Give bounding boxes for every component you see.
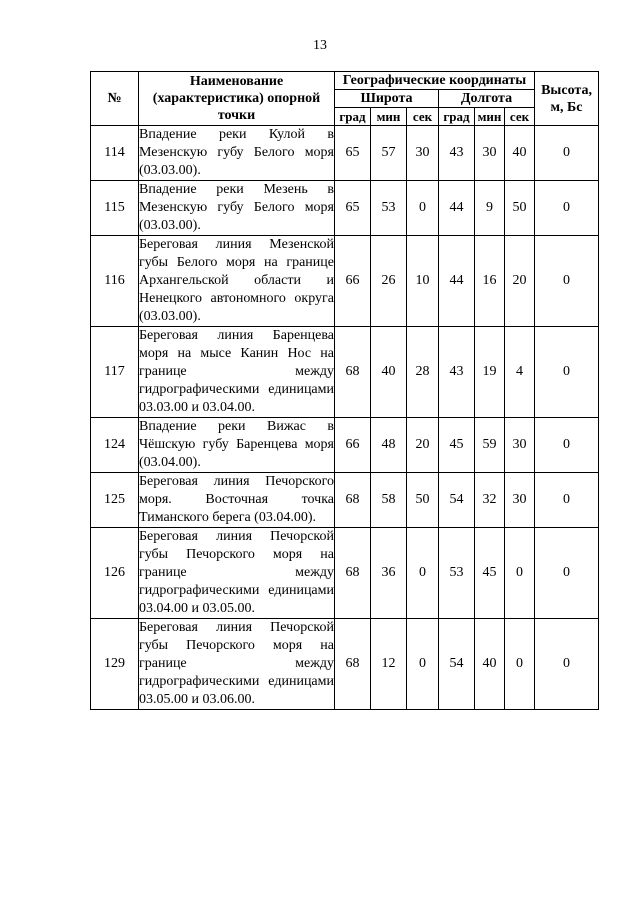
lat-deg: 65 xyxy=(335,126,371,181)
table-row xyxy=(91,126,599,181)
lon-sec: 30 xyxy=(505,418,535,473)
table-row xyxy=(91,619,599,710)
header-lat-sec: сек xyxy=(407,108,439,126)
table-row xyxy=(91,236,599,327)
header-name: Наименование (характеристика) опорной точки xyxy=(139,72,335,126)
lon-min: 45 xyxy=(475,528,505,619)
lon-sec: 30 xyxy=(505,473,535,528)
lat-deg: 65 xyxy=(335,181,371,236)
row-name: Береговая линия Печорского моря. Восточная точка Тиманского берега (03.04.00). xyxy=(139,473,335,528)
table-row xyxy=(91,418,599,473)
header-lon-deg: град xyxy=(439,108,475,126)
lat-min: 48 xyxy=(371,418,407,473)
lon-min: 40 xyxy=(475,619,505,710)
lon-min: 16 xyxy=(475,236,505,327)
table-row xyxy=(91,181,599,236)
lon-min: 30 xyxy=(475,126,505,181)
lat-deg: 68 xyxy=(335,473,371,528)
row-name: Впадение реки Вижас в Чёшскую губу Баренцева моря (03.04.00). xyxy=(139,418,335,473)
lon-deg: 54 xyxy=(439,473,475,528)
lat-min: 26 xyxy=(371,236,407,327)
header-latitude: Широта xyxy=(335,90,439,108)
row-name: Береговая линия Баренцева моря на мысе Канин Нос на границе между гидрографическими единицами 03.03.00 и 03.04.00. xyxy=(139,327,335,418)
lat-min: 53 xyxy=(371,181,407,236)
header-lat-deg: град xyxy=(335,108,371,126)
page-number: 13 xyxy=(313,38,327,53)
lat-min: 12 xyxy=(371,619,407,710)
lat-min: 57 xyxy=(371,126,407,181)
height: 0 xyxy=(535,126,599,181)
lon-sec: 50 xyxy=(505,181,535,236)
row-number: 126 xyxy=(91,528,139,619)
lon-deg: 54 xyxy=(439,619,475,710)
lat-sec: 0 xyxy=(407,619,439,710)
lat-sec: 20 xyxy=(407,418,439,473)
lon-deg: 43 xyxy=(439,126,475,181)
lon-deg: 45 xyxy=(439,418,475,473)
lon-sec: 4 xyxy=(505,327,535,418)
row-number: 129 xyxy=(91,619,139,710)
lat-deg: 68 xyxy=(335,327,371,418)
header-lat-min: мин xyxy=(371,108,407,126)
lon-deg: 53 xyxy=(439,528,475,619)
height: 0 xyxy=(535,619,599,710)
lon-min: 59 xyxy=(475,418,505,473)
row-name: Береговая линия Печорской губы Печорского моря на границе между гидрографическими единицами 03.04.00 и 03.05.00. xyxy=(139,528,335,619)
height: 0 xyxy=(535,528,599,619)
lon-sec: 0 xyxy=(505,619,535,710)
row-name: Береговая линия Печорской губы Печорского моря на границе между гидрографическими единицами 03.05.00 и 03.06.00. xyxy=(139,619,335,710)
header-number: № xyxy=(91,72,139,126)
lon-deg: 43 xyxy=(439,327,475,418)
height: 0 xyxy=(535,327,599,418)
lon-sec: 0 xyxy=(505,528,535,619)
header-lon-min: мин xyxy=(475,108,505,126)
row-number: 116 xyxy=(91,236,139,327)
row-number: 114 xyxy=(91,126,139,181)
lon-deg: 44 xyxy=(439,236,475,327)
height: 0 xyxy=(535,473,599,528)
coordinates-table xyxy=(90,71,599,710)
lon-sec: 20 xyxy=(505,236,535,327)
header-lon-sec: сек xyxy=(505,108,535,126)
row-number: 125 xyxy=(91,473,139,528)
row-name: Береговая линия Мезенской губы Белого моря на границе Архангельской области и Ненецкого автономного округа (03.03.00). xyxy=(139,236,335,327)
lon-deg: 44 xyxy=(439,181,475,236)
lat-min: 36 xyxy=(371,528,407,619)
row-number: 115 xyxy=(91,181,139,236)
lon-min: 32 xyxy=(475,473,505,528)
lat-min: 58 xyxy=(371,473,407,528)
lon-min: 9 xyxy=(475,181,505,236)
row-number: 124 xyxy=(91,418,139,473)
lat-sec: 30 xyxy=(407,126,439,181)
table-row xyxy=(91,528,599,619)
table-row xyxy=(91,473,599,528)
lat-min: 40 xyxy=(371,327,407,418)
lat-sec: 0 xyxy=(407,181,439,236)
row-name: Впадение реки Кулой в Мезенскую губу Белого моря (03.03.00). xyxy=(139,126,335,181)
table-row xyxy=(91,327,599,418)
row-number: 117 xyxy=(91,327,139,418)
lat-sec: 10 xyxy=(407,236,439,327)
height: 0 xyxy=(535,418,599,473)
lon-sec: 40 xyxy=(505,126,535,181)
row-name: Впадение реки Мезень в Мезенскую губу Белого моря (03.03.00). xyxy=(139,181,335,236)
height: 0 xyxy=(535,236,599,327)
header-geo-coordinates: Географические координаты xyxy=(335,72,535,90)
lat-deg: 66 xyxy=(335,418,371,473)
lat-sec: 28 xyxy=(407,327,439,418)
lon-min: 19 xyxy=(475,327,505,418)
lat-deg: 68 xyxy=(335,619,371,710)
lat-sec: 0 xyxy=(407,528,439,619)
header-height: Высота, м, Бс xyxy=(535,72,599,126)
lat-deg: 66 xyxy=(335,236,371,327)
lat-sec: 50 xyxy=(407,473,439,528)
header-longitude: Долгота xyxy=(439,90,535,108)
height: 0 xyxy=(535,181,599,236)
lat-deg: 68 xyxy=(335,528,371,619)
